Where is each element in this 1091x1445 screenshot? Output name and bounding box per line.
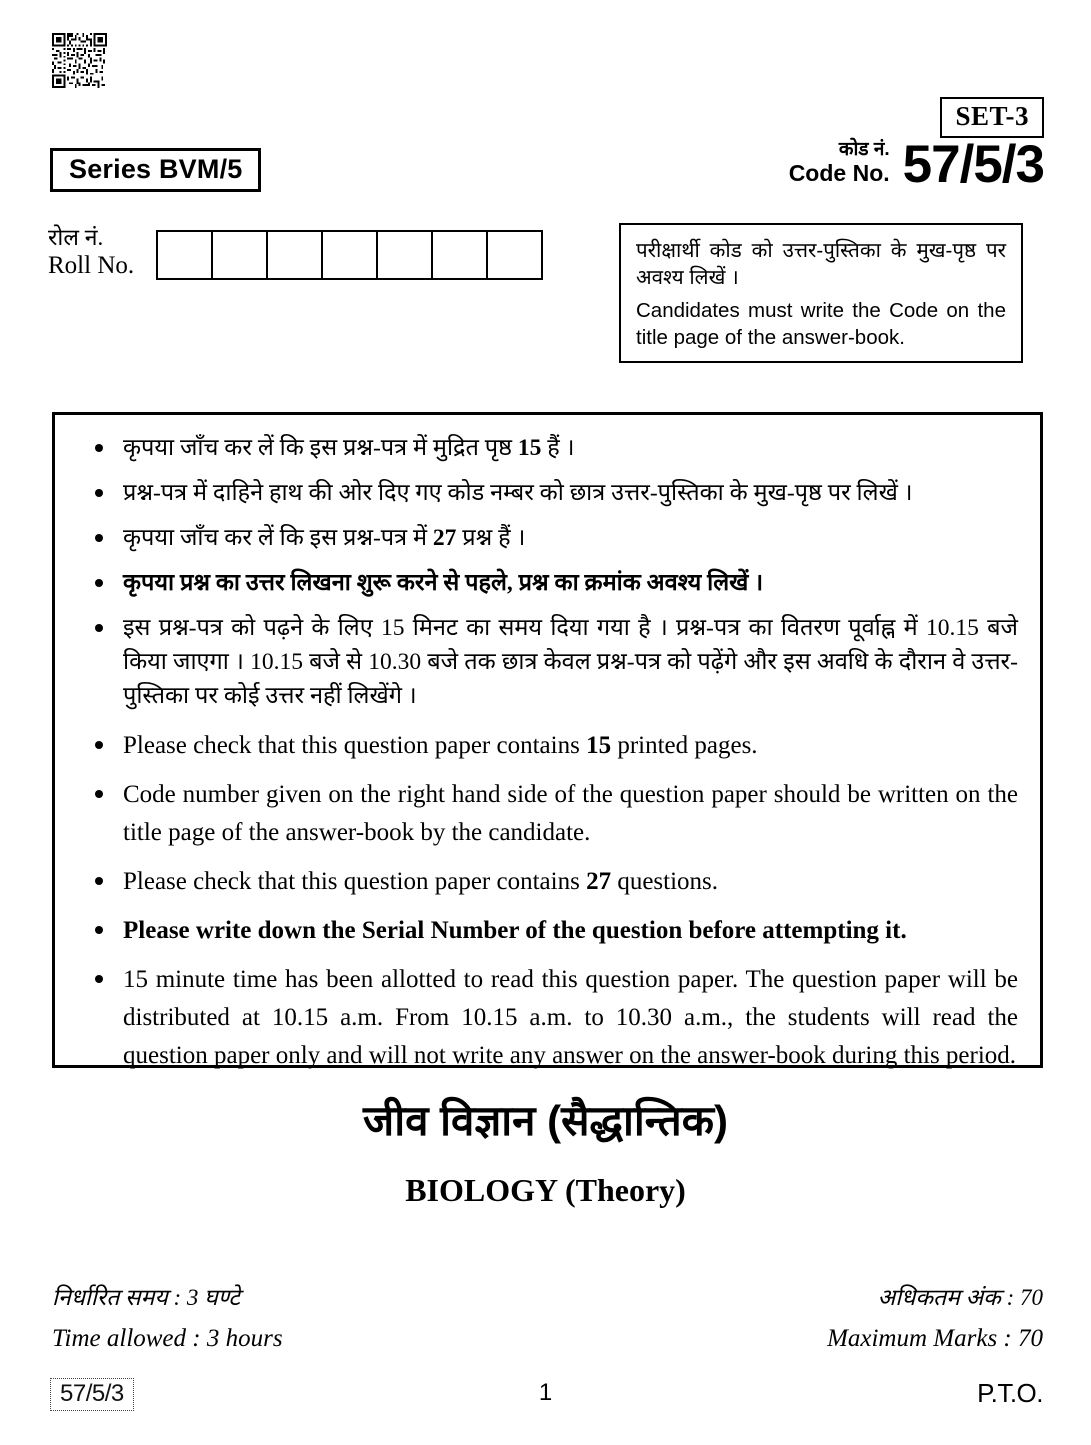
instruction-item-en-5: 15 minute time has been allotted to read this question paper. The question paper will be distributed at 10.15 a.m. From 10.15 a.m. to 10.30 a.m., the students will read the question paper only and will not write any answer on the answer-book during this period. — [77, 961, 1018, 1075]
subject-title-english: BIOLOGY (Theory) — [405, 1172, 686, 1208]
roll-number-cell[interactable] — [213, 232, 268, 278]
roll-number-cell[interactable] — [158, 232, 213, 278]
roll-number-boxes[interactable] — [156, 230, 543, 280]
instruction-item-hi-3: कृपया जाँच कर लें कि इस प्रश्न-पत्र में 27 प्रश्न हैं । — [77, 521, 1018, 555]
instruction-item-en-2: Code number given on the right hand side of the question paper should be written on the title page of the answer-book by the candidate. — [77, 776, 1018, 852]
instruction-item-en-1: Please check that this question paper contains 15 printed pages. — [77, 727, 1018, 765]
series-label: Series BVM/5 — [50, 148, 261, 192]
instruction-item-hi-4: कृपया प्रश्न का उत्तर लिखना शुरू करने से पहले, प्रश्न का क्रमांक अवश्य लिखें । — [77, 566, 1018, 600]
instruction-item-hi-1: कृपया जाँच कर लें कि इस प्रश्न-पत्र में मुद्रित पृष्ठ 15 हैं । — [77, 431, 1018, 465]
roll-number-cell[interactable] — [268, 232, 323, 278]
code-number — [788, 134, 1044, 194]
roll-number-field — [48, 222, 543, 281]
candidate-code-note — [619, 223, 1023, 363]
code-label-english: Code No. — [788, 159, 890, 186]
roll-number-cell[interactable] — [433, 232, 488, 278]
set-label: SET-3 — [940, 97, 1044, 138]
exam-meta-english — [52, 1325, 1043, 1353]
roll-number-cell[interactable] — [488, 232, 541, 278]
roll-number-cell[interactable] — [323, 232, 378, 278]
candidate-note-hindi: परीक्षार्थी कोड को उत्तर-पुस्तिका के मुख-पृष्ठ पर अवश्य लिखें । — [636, 239, 1006, 290]
candidate-note-english: Candidates must write the Code on the title page of the answer-book. — [636, 298, 1006, 349]
instruction-item-hi-5: इस प्रश्न-पत्र को पढ़ने के लिए 15 मिनट का समय दिया गया है । प्रश्न-पत्र का वितरण पूर्वाह्न में 10.15 बजे किया जाएगा । 10.15 बजे से 10.30 बजे तक छात्र केवल प्रश्न-पत्र को पढ़ेंगे और इस अवधि के दौरान वे उत्तर-पुस्तिका पर कोई उत्तर नहीं लिखेंगे । — [77, 611, 1018, 713]
instruction-item-en-4: Please write down the Serial Number of the question before attempting it. — [77, 912, 1018, 950]
maximum-marks-hindi: अधिकतम अंक : 70 — [877, 1285, 1043, 1310]
roll-number-label-hindi: रोल नं. — [48, 225, 104, 250]
time-allowed-hindi: निर्धारित समय : 3 घण्टे — [52, 1285, 240, 1310]
qr-code-icon — [52, 33, 107, 88]
subject-title-hindi: जीव विज्ञान (सैद्धान्तिक) — [363, 1097, 728, 1144]
instruction-item-en-3: Please check that this question paper contains 27 questions. — [77, 863, 1018, 901]
code-label-hindi: कोड नं. — [838, 139, 890, 160]
instruction-item-hi-2: प्रश्न-पत्र में दाहिने हाथ की ओर दिए गए कोड नम्बर को छात्र उत्तर-पुस्तिका के मुख-पृष्ठ पर लिखें । — [77, 476, 1018, 510]
footer-code-box: 57/5/3 — [50, 1378, 134, 1411]
exam-meta-hindi — [52, 1280, 1043, 1312]
page-number: 1 — [538, 1379, 553, 1406]
roll-number-labels — [48, 222, 156, 281]
roll-number-cell[interactable] — [378, 232, 433, 278]
instructions-list — [77, 431, 1018, 1075]
pto-label: P.T.O. — [977, 1378, 1043, 1408]
roll-number-label-english: Roll No. — [48, 252, 135, 280]
maximum-marks-english: Maximum Marks : 70 — [827, 1325, 1043, 1352]
instructions-box — [52, 412, 1043, 1068]
code-number-value: 57/5/3 — [902, 134, 1044, 194]
code-number-labels — [789, 140, 890, 189]
time-allowed-english: Time allowed : 3 hours — [52, 1325, 283, 1352]
